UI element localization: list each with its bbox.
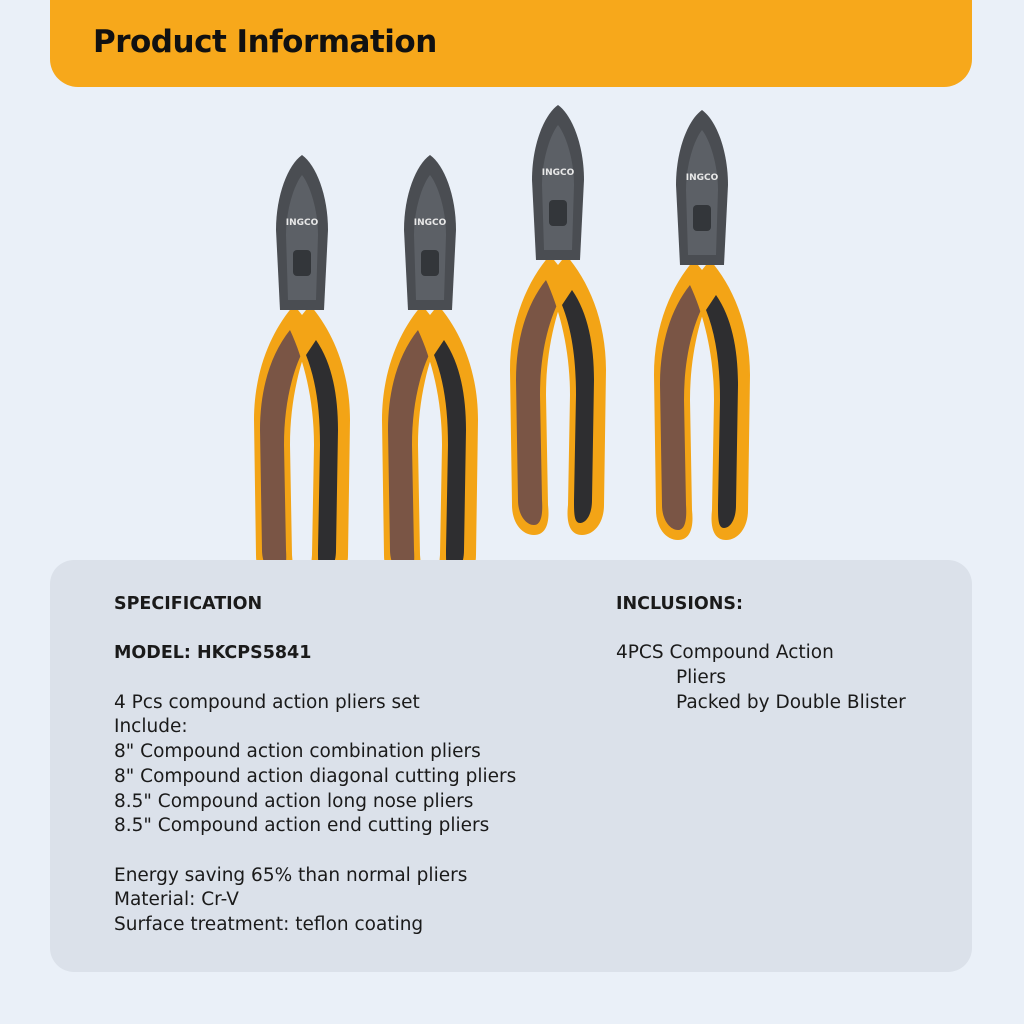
inclusions-heading: INCLUSIONS: xyxy=(616,594,743,614)
feature-line: Energy saving 65% than normal pliers xyxy=(114,864,468,886)
include-item: 8" Compound action diagonal cutting pliers xyxy=(114,765,517,787)
model-line xyxy=(114,641,584,666)
include-item: 8.5" Compound action end cutting pliers xyxy=(114,815,490,837)
page-title: Product Information xyxy=(93,24,437,60)
specification-card xyxy=(50,560,972,972)
model-label: MODEL: xyxy=(114,643,191,664)
include-item: 8" Compound action combination pliers xyxy=(114,741,481,763)
feature-line: Surface treatment: teflon coating xyxy=(114,914,424,936)
feature-line: Material: Cr-V xyxy=(114,889,239,911)
set-description: 4 Pcs compound action pliers set xyxy=(114,691,420,713)
include-label: Include: xyxy=(114,716,188,738)
inclusion-line: 4PCS Compound Action xyxy=(616,642,834,664)
pliers-set-image: INGCO xyxy=(240,100,790,545)
specification-column xyxy=(114,592,584,938)
header-banner xyxy=(50,0,972,87)
model-value: HKCPS5841 xyxy=(197,643,312,664)
inclusion-line: Packed by Double Blister xyxy=(676,691,906,713)
inclusion-line: Pliers xyxy=(676,667,727,689)
specification-heading: SPECIFICATION xyxy=(114,594,263,614)
inclusions-column xyxy=(616,592,956,716)
include-item: 8.5" Compound action long nose pliers xyxy=(114,790,474,812)
